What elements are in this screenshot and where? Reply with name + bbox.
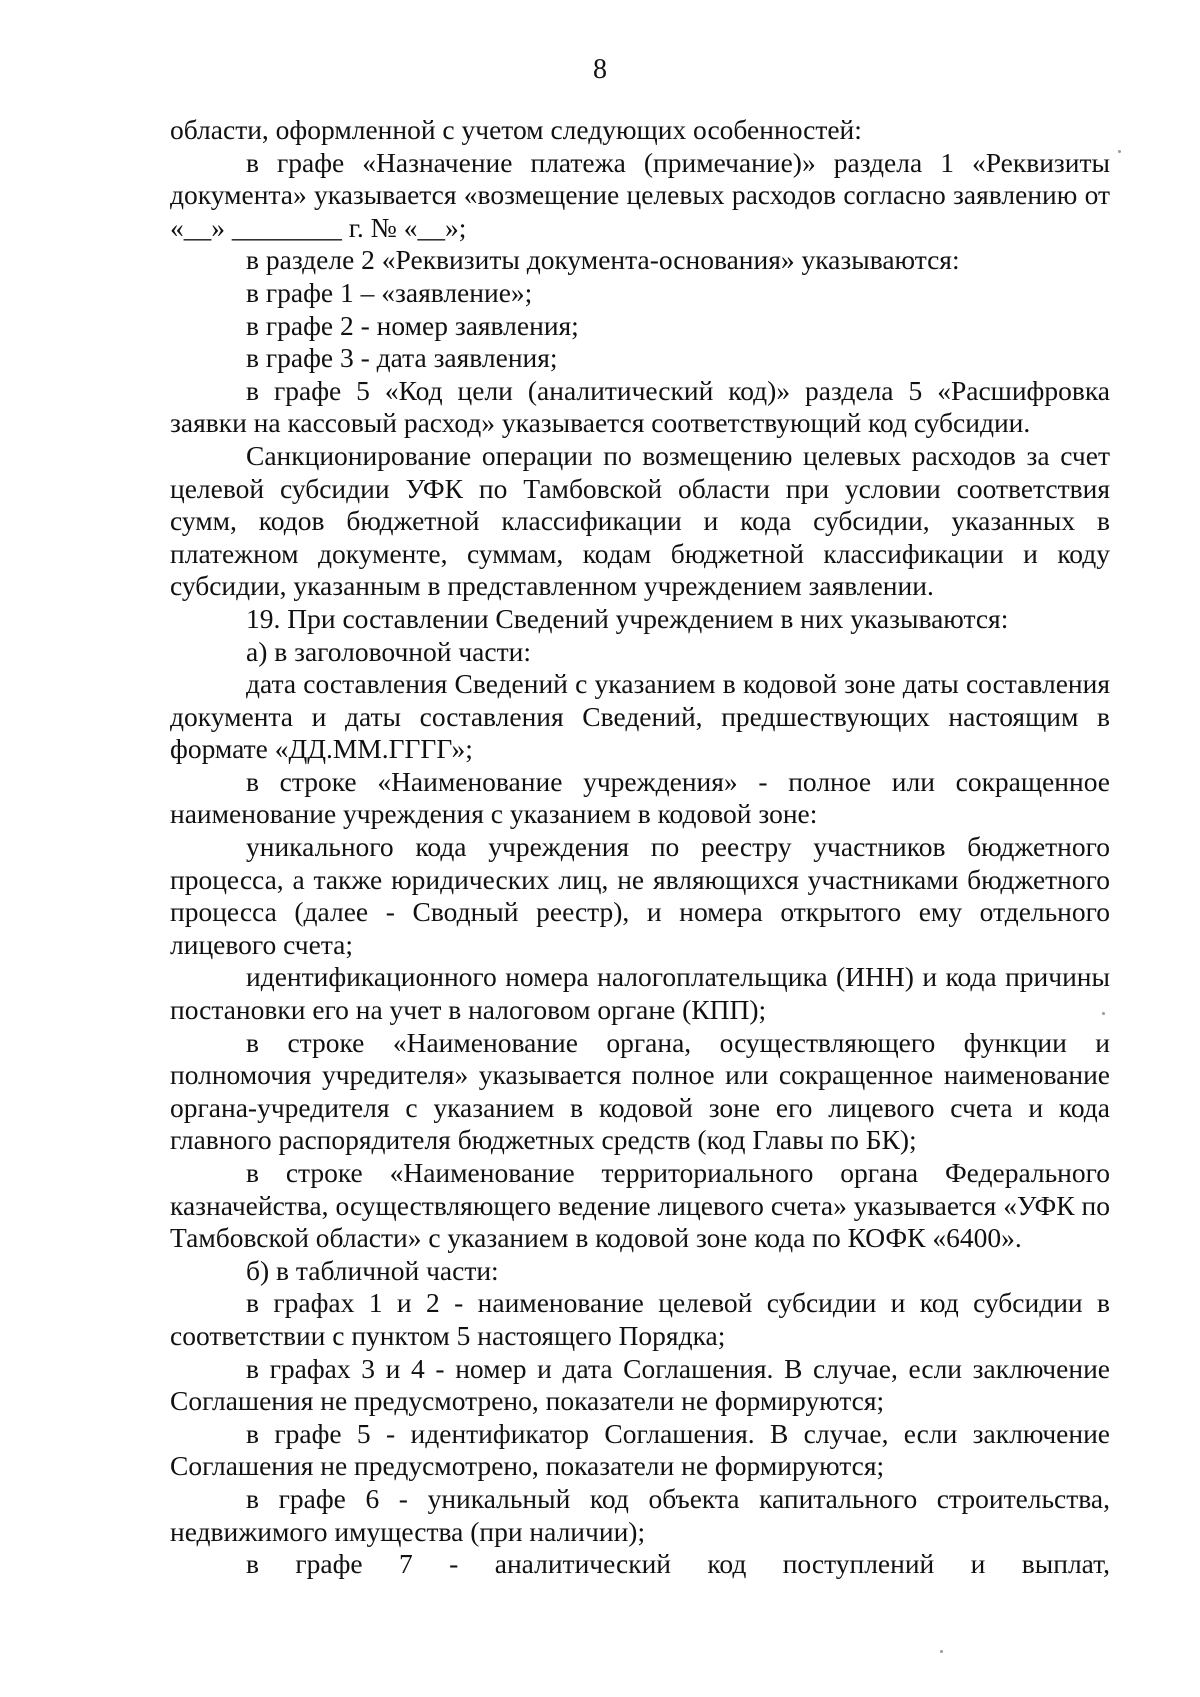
- paragraph: области, оформленной с учетом следующих особенностей:: [170, 114, 862, 145]
- paragraph: в строке «Наименование учреждения» - полное или сокращенное наименование учреждения с указанием в кодовой зоне:: [170, 765, 1110, 830]
- scan-speck: [1118, 150, 1121, 153]
- paragraph: в графе 6 - уникальный код объекта капитального строительства, недвижимого имущества (при наличии);: [170, 1482, 1110, 1547]
- paragraph: в графах 1 и 2 - наименование целевой субсидии и код субсидии в соответствии с пунктом 5 настоящего Порядка;: [170, 1287, 1110, 1351]
- scan-speck: [1102, 1012, 1105, 1015]
- document-body: [170, 114, 1110, 1581]
- paragraph: в строке «Наименование территориального органа Федерального казначейства, осуществляющего ведение лицевого счета» указывается «УФК по Тамбовской области» с указанием в кодовой зоне кода по КОФК «6400».: [170, 1157, 1110, 1254]
- paragraph: идентификационного номера налогоплательщика (ИНН) и кода причины постановки его на учет в налоговом органе (КПП);: [170, 961, 1110, 1026]
- paragraph: в графах 3 и 4 - номер и дата Соглашения. В случае, если заключение Соглашения не предусмотрено, показатели не формируются;: [170, 1352, 1110, 1417]
- paragraph: дата составления Сведений с указанием в кодовой зоне даты составления документа и даты составления Сведений, предшествующих настоящим в формате «ДД.ММ.ГГГГ»;: [170, 668, 1110, 765]
- section-heading: 19. При составлении Сведений учреждением в них указываются:: [246, 602, 1009, 634]
- paragraph: уникального кода учреждения по реестру участников бюджетного процесса, а также юридических лиц, не являющихся участниками бюджетного процесса (далее - Сводный реестр), и номера открытого ему отдельного лицевого счета;: [170, 831, 1110, 960]
- page-number: 8: [593, 54, 607, 85]
- paragraph: в строке «Наименование органа, осуществляющего функции и полномочия учредителя» указывается полное или сокращенное наименование органа-учредителя с указанием в кодовой зоне его лицевого счета и кода главного распорядителя бюджетных средств (код Главы по БК);: [170, 1026, 1110, 1156]
- subsection-heading: а) в заголовочной части:: [246, 635, 531, 667]
- paragraph: в графе 5 - идентификатор Соглашения. В случае, если заключение Соглашения не предусмотрено, показатели не формируются;: [170, 1417, 1110, 1482]
- paragraph: в графе 3 - дата заявления;: [246, 342, 558, 374]
- paragraph: в графе 7 - аналитический код поступлений и выплат,: [246, 1548, 1110, 1580]
- paragraph: в разделе 2 «Реквизиты документа-основания» указываются:: [246, 244, 960, 276]
- scan-speck: [940, 1650, 943, 1653]
- paragraph: Санкционирование операции по возмещению целевых расходов за счет целевой субсидии УФК по Тамбовской области при условии соответствия сумм, кодов бюджетной классификации и кода субсидии, указанных в платежном документе, суммам, кодам бюджетной классификации и коду субсидии, указанным в представленном учреждением заявлении.: [170, 439, 1110, 602]
- paragraph: в графе 1 – «заявление»;: [246, 276, 533, 308]
- paragraph: в графе 2 - номер заявления;: [246, 309, 579, 341]
- paragraph: в графе «Назначение платежа (примечание)» раздела 1 «Реквизиты документа» указывается «возмещение целевых расходов согласно заявлению от «__» ________ г. № «__»;: [170, 146, 1110, 243]
- subsection-heading: б) в табличной части:: [246, 1254, 499, 1286]
- paragraph: в графе 5 «Код цели (аналитический код)» раздела 5 «Расшифровка заявки на кассовый расход» указывается соответствующий код субсидии.: [170, 374, 1110, 439]
